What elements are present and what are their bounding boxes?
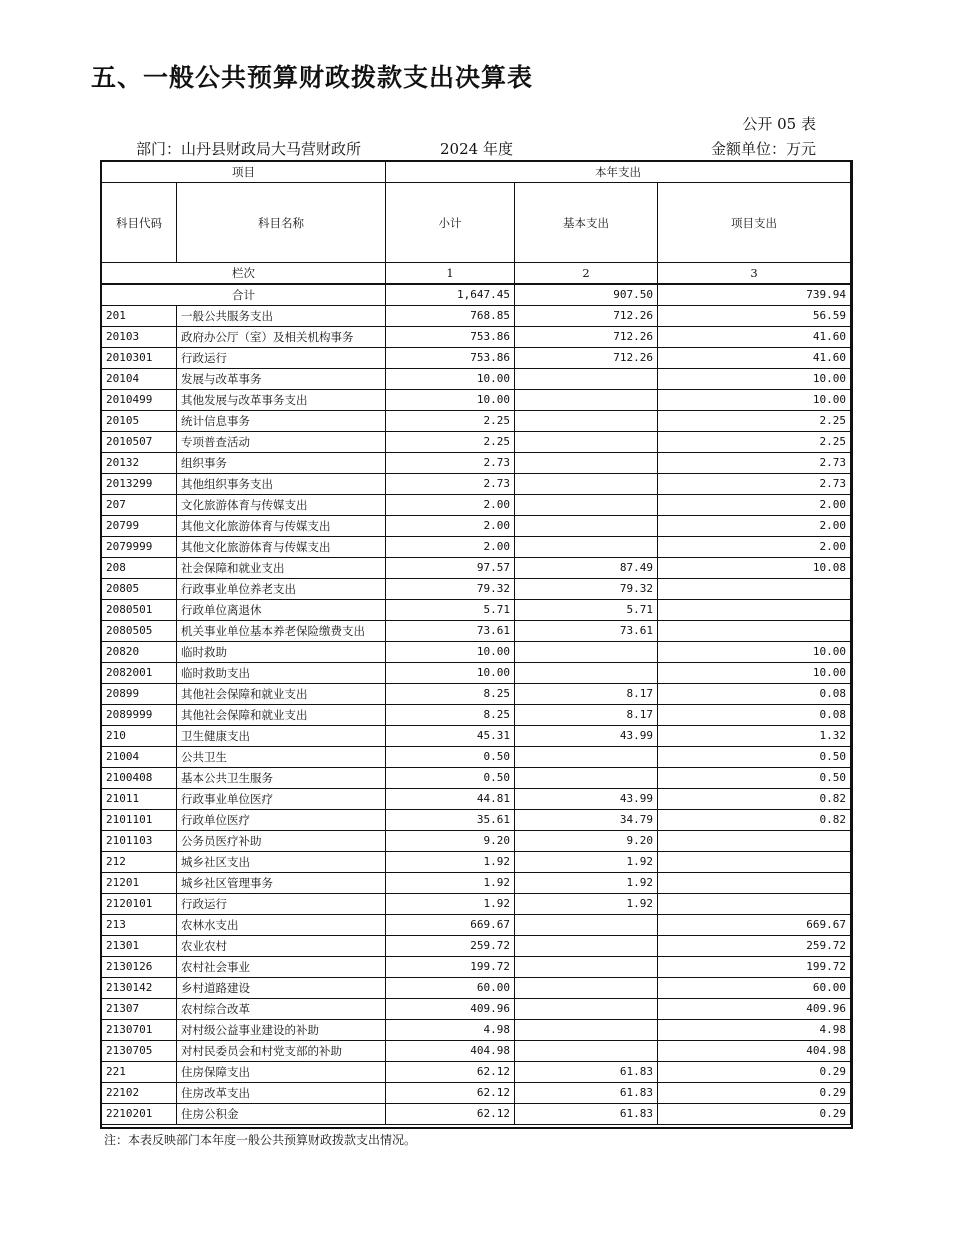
basic-expense-cell: 61.83: [515, 1062, 658, 1083]
subject-code-cell: 2079999: [102, 537, 177, 558]
table-row: [102, 474, 851, 495]
project-expense-cell: [658, 894, 851, 915]
project-expense-cell: 2.00: [658, 516, 851, 537]
table-row: [102, 537, 851, 558]
subject-name-cell: 发展与改革事务: [177, 369, 386, 390]
column-order-label: 栏次: [102, 263, 386, 285]
department-label: 部门：山丹县财政局大马营财政所: [136, 140, 362, 158]
table-row: [102, 390, 851, 411]
subject-code-cell: 2010499: [102, 390, 177, 411]
table-row: [102, 915, 851, 936]
subtotal-cell: 9.20: [386, 831, 515, 852]
basic-expense-cell: 712.26: [515, 306, 658, 327]
subject-code-cell: 2080505: [102, 621, 177, 642]
project-expense-cell: 0.08: [658, 684, 851, 705]
project-expense-cell: 10.08: [658, 558, 851, 579]
basic-expense-cell: 79.32: [515, 579, 658, 600]
project-expense-cell: 669.67: [658, 915, 851, 936]
project-expense-cell: [658, 831, 851, 852]
basic-expense-cell: 1.92: [515, 852, 658, 873]
basic-expense-cell: [515, 936, 658, 957]
basic-expense-cell: 87.49: [515, 558, 658, 579]
subject-name-cell: 统计信息事务: [177, 411, 386, 432]
subtotal-cell: 404.98: [386, 1041, 515, 1062]
subject-name-cell: 文化旅游体育与传媒支出: [177, 495, 386, 516]
subtotal-cell: 199.72: [386, 957, 515, 978]
subject-code-cell: 20899: [102, 684, 177, 705]
subject-name-cell: 其他发展与改革事务支出: [177, 390, 386, 411]
subject-name-cell: 组织事务: [177, 453, 386, 474]
subject-code-cell: 207: [102, 495, 177, 516]
subtotal-cell: 10.00: [386, 369, 515, 390]
subject-name-cell: 农林水支出: [177, 915, 386, 936]
header-project: 项目: [102, 162, 386, 183]
basic-expense-cell: 712.26: [515, 327, 658, 348]
project-expense-cell: 60.00: [658, 978, 851, 999]
project-expense-cell: 0.29: [658, 1104, 851, 1125]
subject-name-cell: 公务员医疗补助: [177, 831, 386, 852]
subject-name-cell: 其他文化旅游体育与传媒支出: [177, 516, 386, 537]
table-row: [102, 873, 851, 894]
project-expense-cell: 10.00: [658, 369, 851, 390]
subject-name-cell: 农村社会事业: [177, 957, 386, 978]
table-row: [102, 789, 851, 810]
subject-name-cell: 专项普查活动: [177, 432, 386, 453]
subject-name-cell: 公共卫生: [177, 747, 386, 768]
basic-expense-cell: [515, 537, 658, 558]
subject-code-cell: 210: [102, 726, 177, 747]
subject-code-cell: 2130126: [102, 957, 177, 978]
basic-expense-cell: 8.17: [515, 684, 658, 705]
project-expense-cell: 259.72: [658, 936, 851, 957]
table-row: [102, 726, 851, 747]
subject-code-cell: 20132: [102, 453, 177, 474]
subject-code-cell: 21307: [102, 999, 177, 1020]
subtotal-cell: 2.00: [386, 516, 515, 537]
table-row: [102, 516, 851, 537]
subject-code-cell: 2010301: [102, 348, 177, 369]
table-row: [102, 1104, 851, 1125]
subject-code-cell: 2080501: [102, 600, 177, 621]
basic-expense-cell: 34.79: [515, 810, 658, 831]
subject-code-cell: 2100408: [102, 768, 177, 789]
page-title: 五、一般公共预算财政拨款支出决算表: [91, 63, 534, 92]
column-number-2: 2: [515, 263, 658, 285]
table-row: [102, 600, 851, 621]
basic-expense-cell: 5.71: [515, 600, 658, 621]
subject-name-cell: 其他社会保障和就业支出: [177, 705, 386, 726]
project-expense-cell: [658, 600, 851, 621]
subtotal-cell: 62.12: [386, 1104, 515, 1125]
subject-name-cell: 住房保障支出: [177, 1062, 386, 1083]
table-row: [102, 936, 851, 957]
project-expense-cell: 41.60: [658, 348, 851, 369]
project-expense-cell: 0.29: [658, 1083, 851, 1104]
basic-expense-cell: [515, 390, 658, 411]
basic-expense-cell: [515, 1041, 658, 1062]
subject-code-cell: 2101103: [102, 831, 177, 852]
project-expense-cell: 4.98: [658, 1020, 851, 1041]
subject-name-cell: 社会保障和就业支出: [177, 558, 386, 579]
project-expense-cell: 10.00: [658, 390, 851, 411]
subtotal-cell: 8.25: [386, 705, 515, 726]
project-expense-cell: 56.59: [658, 306, 851, 327]
subject-code-cell: 2130142: [102, 978, 177, 999]
subject-name-cell: 对村级公益事业建设的补助: [177, 1020, 386, 1041]
subtotal-cell: 1.92: [386, 894, 515, 915]
subject-code-cell: 2082001: [102, 663, 177, 684]
table-row: [102, 558, 851, 579]
basic-expense-cell: [515, 453, 658, 474]
table-row: [102, 579, 851, 600]
subject-name-cell: 一般公共服务支出: [177, 306, 386, 327]
basic-expense-cell: [515, 1020, 658, 1041]
basic-expense-cell: [515, 747, 658, 768]
table-row: [102, 621, 851, 642]
table-row: [102, 327, 851, 348]
project-expense-cell: 0.29: [658, 1062, 851, 1083]
subtotal-cell: 8.25: [386, 684, 515, 705]
subtotal-cell: 62.12: [386, 1062, 515, 1083]
header-subject-name: 科目名称: [177, 183, 386, 263]
table-row: [102, 768, 851, 789]
subtotal-cell: 10.00: [386, 663, 515, 684]
basic-expense-cell: 1.92: [515, 894, 658, 915]
table-row: [102, 1083, 851, 1104]
subtotal-cell: 0.50: [386, 747, 515, 768]
basic-expense-cell: [515, 999, 658, 1020]
project-expense-cell: 0.82: [658, 810, 851, 831]
header-project-expense: 项目支出: [658, 183, 851, 263]
project-expense-cell: 2.00: [658, 537, 851, 558]
subtotal-cell: 753.86: [386, 327, 515, 348]
table-row: [102, 1020, 851, 1041]
table-row: [102, 810, 851, 831]
total-basic: 907.50: [515, 284, 658, 306]
subject-name-cell: 城乡社区支出: [177, 852, 386, 873]
basic-expense-cell: [515, 642, 658, 663]
subtotal-cell: 44.81: [386, 789, 515, 810]
table-row: [102, 978, 851, 999]
subtotal-cell: 1.92: [386, 852, 515, 873]
subject-name-cell: 行政事业单位医疗: [177, 789, 386, 810]
subtotal-cell: 2.73: [386, 474, 515, 495]
subtotal-cell: 10.00: [386, 642, 515, 663]
project-expense-cell: 199.72: [658, 957, 851, 978]
project-expense-cell: 2.73: [658, 474, 851, 495]
subject-code-cell: 201: [102, 306, 177, 327]
table-row: [102, 642, 851, 663]
total-subtotal: 1,647.45: [386, 284, 515, 306]
subject-name-cell: 其他组织事务支出: [177, 474, 386, 495]
basic-expense-cell: 9.20: [515, 831, 658, 852]
project-expense-cell: [658, 852, 851, 873]
subject-name-cell: 行政运行: [177, 894, 386, 915]
subtotal-cell: 2.25: [386, 432, 515, 453]
subject-code-cell: 21301: [102, 936, 177, 957]
basic-expense-cell: 712.26: [515, 348, 658, 369]
subtotal-cell: 2.00: [386, 537, 515, 558]
table-row: [102, 999, 851, 1020]
basic-expense-cell: [515, 516, 658, 537]
subject-code-cell: 2120101: [102, 894, 177, 915]
project-expense-cell: 2.25: [658, 432, 851, 453]
header-subtotal: 小计: [386, 183, 515, 263]
subject-name-cell: 其他社会保障和就业支出: [177, 684, 386, 705]
project-expense-cell: 409.96: [658, 999, 851, 1020]
footnote: 注：本表反映部门本年度一般公共预算财政拨款支出情况。: [104, 1133, 417, 1147]
subject-code-cell: 20820: [102, 642, 177, 663]
subtotal-cell: 2.73: [386, 453, 515, 474]
subject-name-cell: 临时救助支出: [177, 663, 386, 684]
project-expense-cell: 1.32: [658, 726, 851, 747]
table-row: [102, 1062, 851, 1083]
subtotal-cell: 768.85: [386, 306, 515, 327]
table-row: [102, 348, 851, 369]
subject-name-cell: 住房改革支出: [177, 1083, 386, 1104]
subtotal-cell: 2.25: [386, 411, 515, 432]
subtotal-cell: 753.86: [386, 348, 515, 369]
project-expense-cell: [658, 579, 851, 600]
subject-code-cell: 2089999: [102, 705, 177, 726]
subject-code-cell: 20103: [102, 327, 177, 348]
project-expense-cell: [658, 873, 851, 894]
project-expense-cell: 41.60: [658, 327, 851, 348]
subtotal-cell: 259.72: [386, 936, 515, 957]
project-expense-cell: [658, 621, 851, 642]
subtotal-cell: 97.57: [386, 558, 515, 579]
table-row: [102, 684, 851, 705]
subject-code-cell: 2010507: [102, 432, 177, 453]
subtotal-cell: 35.61: [386, 810, 515, 831]
subject-code-cell: 2130705: [102, 1041, 177, 1062]
basic-expense-cell: [515, 915, 658, 936]
subject-code-cell: 20805: [102, 579, 177, 600]
subject-name-cell: 行政事业单位养老支出: [177, 579, 386, 600]
basic-expense-cell: 61.83: [515, 1104, 658, 1125]
subject-code-cell: 221: [102, 1062, 177, 1083]
budget-rows: [102, 306, 851, 1125]
basic-expense-cell: [515, 474, 658, 495]
budget-table: [101, 161, 851, 1125]
column-number-3: 3: [658, 263, 851, 285]
subject-name-cell: 城乡社区管理事务: [177, 873, 386, 894]
subject-code-cell: 21011: [102, 789, 177, 810]
subtotal-cell: 73.61: [386, 621, 515, 642]
basic-expense-cell: [515, 663, 658, 684]
table-row: [102, 1041, 851, 1062]
subject-name-cell: 农村综合改革: [177, 999, 386, 1020]
subject-code-cell: 2210201: [102, 1104, 177, 1125]
table-row: [102, 369, 851, 390]
table-row: [102, 894, 851, 915]
basic-expense-cell: [515, 768, 658, 789]
project-expense-cell: 2.25: [658, 411, 851, 432]
subject-name-cell: 农业农村: [177, 936, 386, 957]
table-row: [102, 957, 851, 978]
project-expense-cell: 0.08: [658, 705, 851, 726]
basic-expense-cell: 43.99: [515, 789, 658, 810]
subject-name-cell: 机关事业单位基本养老保险缴费支出: [177, 621, 386, 642]
table-row: [102, 852, 851, 873]
subject-code-cell: 2101101: [102, 810, 177, 831]
subtotal-cell: 669.67: [386, 915, 515, 936]
subtotal-cell: 60.00: [386, 978, 515, 999]
basic-expense-cell: [515, 411, 658, 432]
subtotal-cell: 79.32: [386, 579, 515, 600]
subject-code-cell: 212: [102, 852, 177, 873]
subtotal-cell: 2.00: [386, 495, 515, 516]
table-row: [102, 306, 851, 327]
subject-name-cell: 政府办公厅（室）及相关机构事务: [177, 327, 386, 348]
subject-name-cell: 基本公共卫生服务: [177, 768, 386, 789]
basic-expense-cell: [515, 495, 658, 516]
subtotal-cell: 5.71: [386, 600, 515, 621]
subtotal-cell: 4.98: [386, 1020, 515, 1041]
subject-code-cell: 21004: [102, 747, 177, 768]
table-row: [102, 663, 851, 684]
subtotal-cell: 62.12: [386, 1083, 515, 1104]
basic-expense-cell: [515, 978, 658, 999]
subtotal-cell: 409.96: [386, 999, 515, 1020]
subject-name-cell: 行政运行: [177, 348, 386, 369]
project-expense-cell: 10.00: [658, 663, 851, 684]
subject-code-cell: 2130701: [102, 1020, 177, 1041]
subtotal-cell: 1.92: [386, 873, 515, 894]
basic-expense-cell: 8.17: [515, 705, 658, 726]
basic-expense-cell: [515, 957, 658, 978]
project-expense-cell: 2.73: [658, 453, 851, 474]
total-project: 739.94: [658, 284, 851, 306]
project-expense-cell: 2.00: [658, 495, 851, 516]
subtotal-cell: 0.50: [386, 768, 515, 789]
basic-expense-cell: 43.99: [515, 726, 658, 747]
subject-name-cell: 行政单位离退休: [177, 600, 386, 621]
header-basic-expense: 基本支出: [515, 183, 658, 263]
project-expense-cell: 10.00: [658, 642, 851, 663]
header-current-year-expense: 本年支出: [386, 162, 851, 183]
subject-name-cell: 临时救助: [177, 642, 386, 663]
table-row: [102, 495, 851, 516]
basic-expense-cell: 73.61: [515, 621, 658, 642]
subject-code-cell: 208: [102, 558, 177, 579]
subject-name-cell: 对村民委员会和村党支部的补助: [177, 1041, 386, 1062]
table-row: [102, 705, 851, 726]
basic-expense-cell: 1.92: [515, 873, 658, 894]
subject-code-cell: 20105: [102, 411, 177, 432]
basic-expense-cell: [515, 369, 658, 390]
subject-code-cell: 2013299: [102, 474, 177, 495]
total-label: 合计: [102, 284, 386, 306]
amount-unit: 金额单位：万元: [710, 140, 816, 158]
table-row: [102, 831, 851, 852]
subject-name-cell: 行政单位医疗: [177, 810, 386, 831]
basic-expense-cell: [515, 432, 658, 453]
subtotal-cell: 45.31: [386, 726, 515, 747]
project-expense-cell: 0.50: [658, 768, 851, 789]
subject-name-cell: 其他文化旅游体育与传媒支出: [177, 537, 386, 558]
subject-name-cell: 住房公积金: [177, 1104, 386, 1125]
column-number-1: 1: [386, 263, 515, 285]
table-row: [102, 453, 851, 474]
project-expense-cell: 0.82: [658, 789, 851, 810]
header-subject-code: 科目代码: [102, 183, 177, 263]
subject-code-cell: 20799: [102, 516, 177, 537]
subject-name-cell: 乡村道路建设: [177, 978, 386, 999]
fiscal-year: 2024 年度: [440, 140, 513, 158]
subject-code-cell: 21201: [102, 873, 177, 894]
table-row: [102, 411, 851, 432]
form-number: 公开 05 表: [742, 115, 816, 133]
subject-name-cell: 卫生健康支出: [177, 726, 386, 747]
subject-code-cell: 22102: [102, 1083, 177, 1104]
subject-code-cell: 20104: [102, 369, 177, 390]
subtotal-cell: 10.00: [386, 390, 515, 411]
table-row: [102, 432, 851, 453]
project-expense-cell: 404.98: [658, 1041, 851, 1062]
subject-code-cell: 213: [102, 915, 177, 936]
project-expense-cell: 0.50: [658, 747, 851, 768]
basic-expense-cell: 61.83: [515, 1083, 658, 1104]
table-row: [102, 747, 851, 768]
